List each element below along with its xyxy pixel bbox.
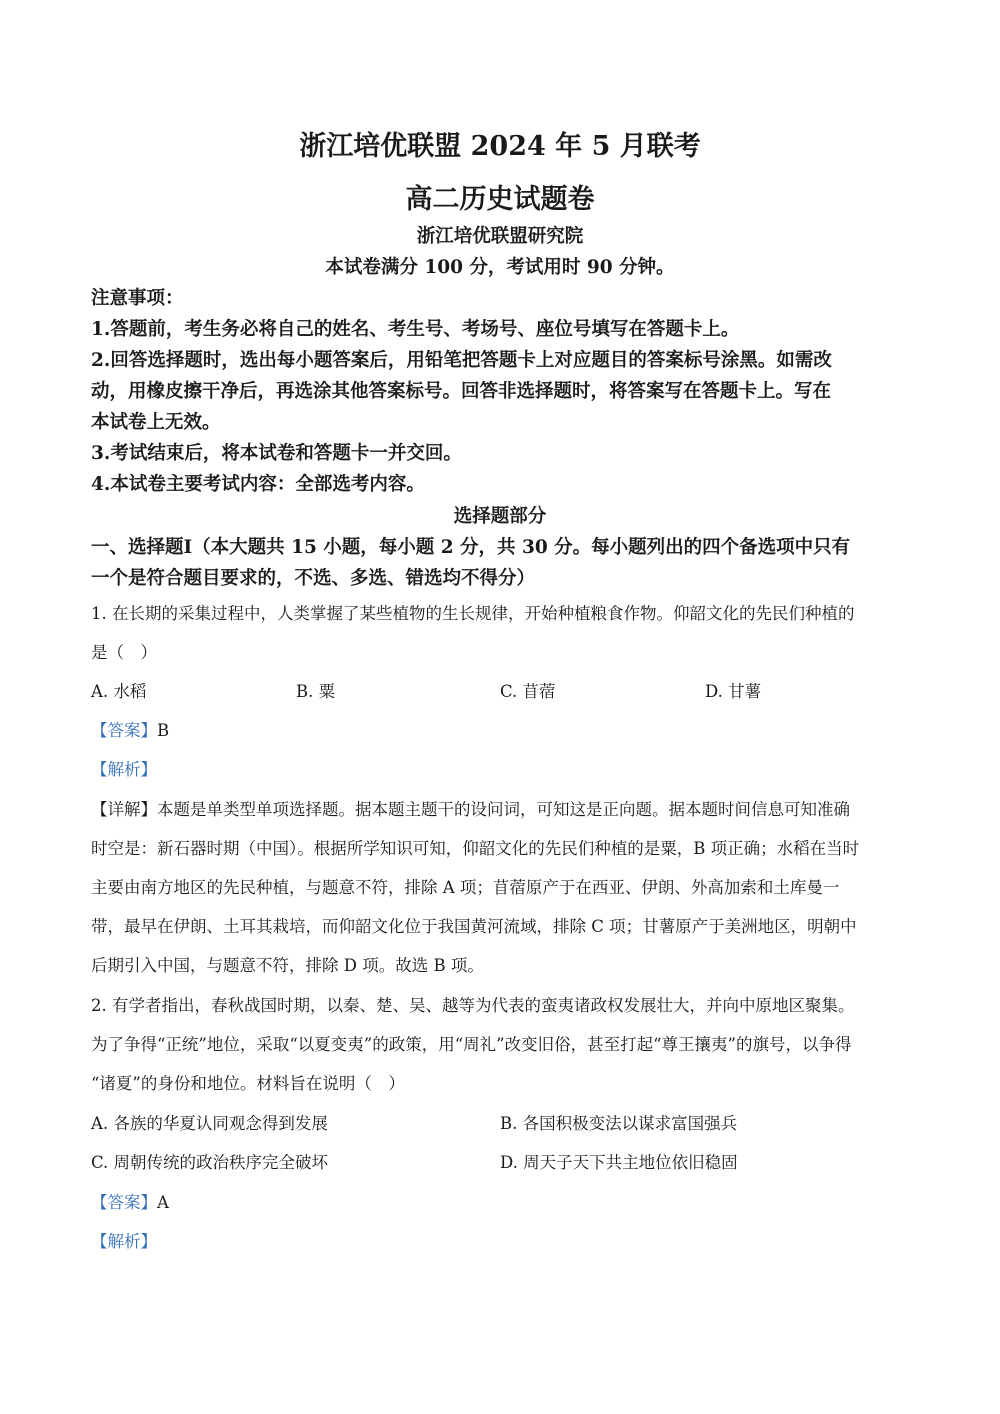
q2-option-a: A. 各族的华夏认同观念得到发展 <box>91 1114 328 1133</box>
q1-analysis-tag: 【解析】 <box>91 760 157 779</box>
detail-tag: 【详解】 <box>91 800 157 819</box>
q2-answer <box>91 1192 909 1214</box>
institute-name: 浙江培优联盟研究院 <box>416 226 584 247</box>
notice-item-2-line-3: 本试卷上无效。 <box>91 412 221 433</box>
q2-analysis-tag: 【解析】 <box>91 1232 157 1251</box>
q1-detail-line-3: 主要由南方地区的先民种植，与题意不符，排除 A 项；苜蓿原产于在西亚、伊朗、外高加索和土库曼一 <box>91 878 840 897</box>
q2-stem-line-1: 2. 有学者指出，春秋战国时期，以秦、楚、吴、越等为代表的蛮夷诸政权发展壮大，并向中原地区聚集。 <box>91 996 855 1015</box>
q1-detail-text-1: 本题是单类型单项选择题。据本题主题干的设问词，可知这是正向题。据本题时间信息可知准确 <box>157 800 850 819</box>
q1-option-c: C. 苜蓿 <box>500 682 556 701</box>
exam-title: 浙江培优联盟 2024 年 5 月联考 <box>299 131 701 162</box>
answer-tag: 【答案】 <box>91 1193 157 1212</box>
notice-item-4: 4.本试卷主要考试内容：全部选考内容。 <box>91 474 425 495</box>
q2-stem-line-3: “诸夏”的身份和地位。材料旨在说明（ ） <box>91 1074 405 1093</box>
q1-detail-line-4: 带，最早在伊朗、土耳其栽培，而仰韶文化位于我国黄河流域，排除 C 项；甘薯原产于美洲地区，明朝中 <box>91 917 857 936</box>
exam-info: 本试卷满分 100 分，考试用时 90 分钟。 <box>325 257 675 278</box>
q1-detail-line-5: 后期引入中国，与题意不符，排除 D 项。故选 B 项。 <box>91 956 484 975</box>
q2-stem-line-2: 为了争得“正统”地位，采取“以夏变夷”的政策，用“周礼”改变旧俗，甚至打起“尊王攘夷”的旗号，以争得 <box>91 1035 852 1054</box>
notice-item-3: 3.考试结束后，将本试卷和答题卡一并交回。 <box>91 443 462 464</box>
notice-heading: 注意事项： <box>91 288 184 309</box>
q1-detail-line-2: 时空是：新石器时期（中国）。根据所学知识可知，仰韶文化的先民们种植的是粟，B 项正确；水稻在当时 <box>91 839 860 858</box>
notice-item-2-line-1: 2.回答选择题时，选出每小题答案后，用铅笔把答题卡上对应题目的答案标号涂黑。如需改 <box>91 350 832 371</box>
part1-instruction-line-2: 一个是符合题目要求的，不选、多选、错选均不得分） <box>91 568 536 589</box>
answer-tag: 【答案】 <box>91 721 157 740</box>
q1-stem-line-2: 是（ ） <box>91 643 157 662</box>
q1-option-b: B. 粟 <box>296 682 336 701</box>
section-title: 选择题部分 <box>453 506 547 527</box>
exam-subtitle: 高二历史试题卷 <box>405 184 595 215</box>
q1-stem-line-1: 1. 在长期的采集过程中，人类掌握了某些植物的生长规律，开始种植粮食作物。仰韶文化的先民们种植的 <box>91 604 855 623</box>
q2-option-c: C. 周朝传统的政治秩序完全破坏 <box>91 1153 329 1172</box>
q1-answer-value: B <box>157 721 170 740</box>
notice-item-1: 1.答题前，考生务必将自己的姓名、考生号、考场号、座位号填写在答题卡上。 <box>91 319 740 340</box>
notice-item-2-line-2: 动，用橡皮擦干净后，再选涂其他答案标号。回答非选择题时，将答案写在答题卡上。写在 <box>91 381 832 402</box>
q2-answer-value: A <box>157 1193 169 1212</box>
q1-option-a: A. 水稻 <box>91 682 147 701</box>
q1-answer <box>91 720 909 742</box>
q2-option-d: D. 周天子天下共主地位依旧稳固 <box>500 1153 738 1172</box>
part1-instruction-line-1: 一、选择题I（本大题共 15 小题，每小题 2 分，共 30 分。每小题列出的四个备选项中只有 <box>91 537 851 558</box>
q2-option-b: B. 各国积极变法以谋求富国强兵 <box>500 1114 738 1133</box>
q1-option-d: D. 甘薯 <box>705 682 762 701</box>
q1-detail-line-1 <box>91 799 909 821</box>
